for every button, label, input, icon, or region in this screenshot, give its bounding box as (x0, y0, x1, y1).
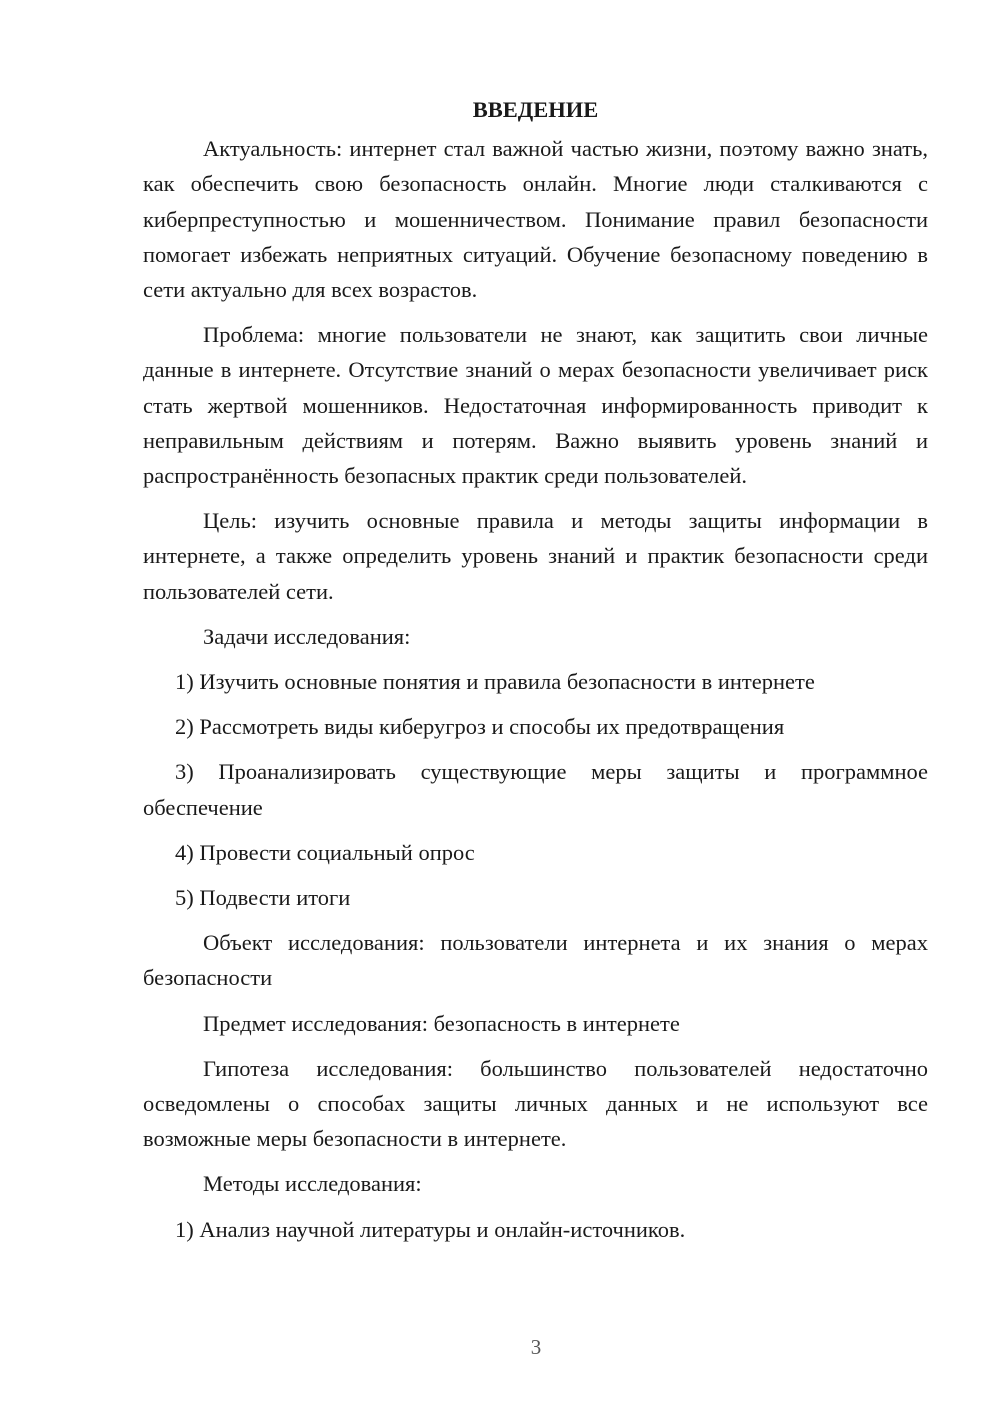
task-item: 1) Изучить основные понятия и правила безопасности в интернете (175, 669, 815, 695)
hypothesis-paragraph: Гипотеза исследования: большинство пользователей недостаточно осведомлены о способах защиты личных данных и не используют все возможные меры безопасности в интернете. (143, 1055, 928, 1152)
task-item: 4) Провести социальный опрос (175, 839, 475, 865)
page-title: ВВЕДЕНИЕ (472, 97, 599, 122)
task-item: 2) Рассмотреть виды киберугроз и способы их предотвращения (175, 714, 785, 740)
relevance-paragraph: Актуальность: интернет стал важной частью жизни, поэтому важно знать, как обеспечить свою безопасность онлайн. Многие люди сталкиваются с киберпреступностью и мошенничеством. Понимание правил безопасности помогает избежать неприятных ситуаций. Обучение безопасному поведению в сети актуально для всех возрастов. (143, 136, 928, 303)
page-content (143, 92, 928, 1257)
subject-paragraph: Предмет исследования: безопасность в интернете (203, 1010, 680, 1036)
tasks-heading: Задачи исследования: (203, 623, 411, 649)
object-paragraph: Объект исследования: пользователи интернета и их знания о мерах безопасности (143, 930, 928, 991)
problem-paragraph: Проблема: многие пользователи не знают, как защитить свои личные данные в интернете. Отсутствие знаний о мерах безопасности увеличивает риск стать жертвой мошенников. Недостаточная информированность приводит к неправильным действиям и потерям. Важно выявить уровень знаний и распространённость безопасных практик среди пользователей. (143, 322, 928, 489)
method-item: 1) Анализ научной литературы и онлайн-источников. (175, 1216, 686, 1242)
methods-heading: Методы исследования: (203, 1171, 422, 1197)
goal-paragraph: Цель: изучить основные правила и методы защиты информации в интернете, а также определить уровень знаний и практик безопасности среди пользователей сети. (143, 508, 928, 604)
page-number: 3 (530, 1335, 542, 1359)
task-item: 5) Подвести итоги (175, 885, 351, 911)
task-item: 3) Проанализировать существующие меры защиты и программное обеспечение (143, 759, 928, 820)
